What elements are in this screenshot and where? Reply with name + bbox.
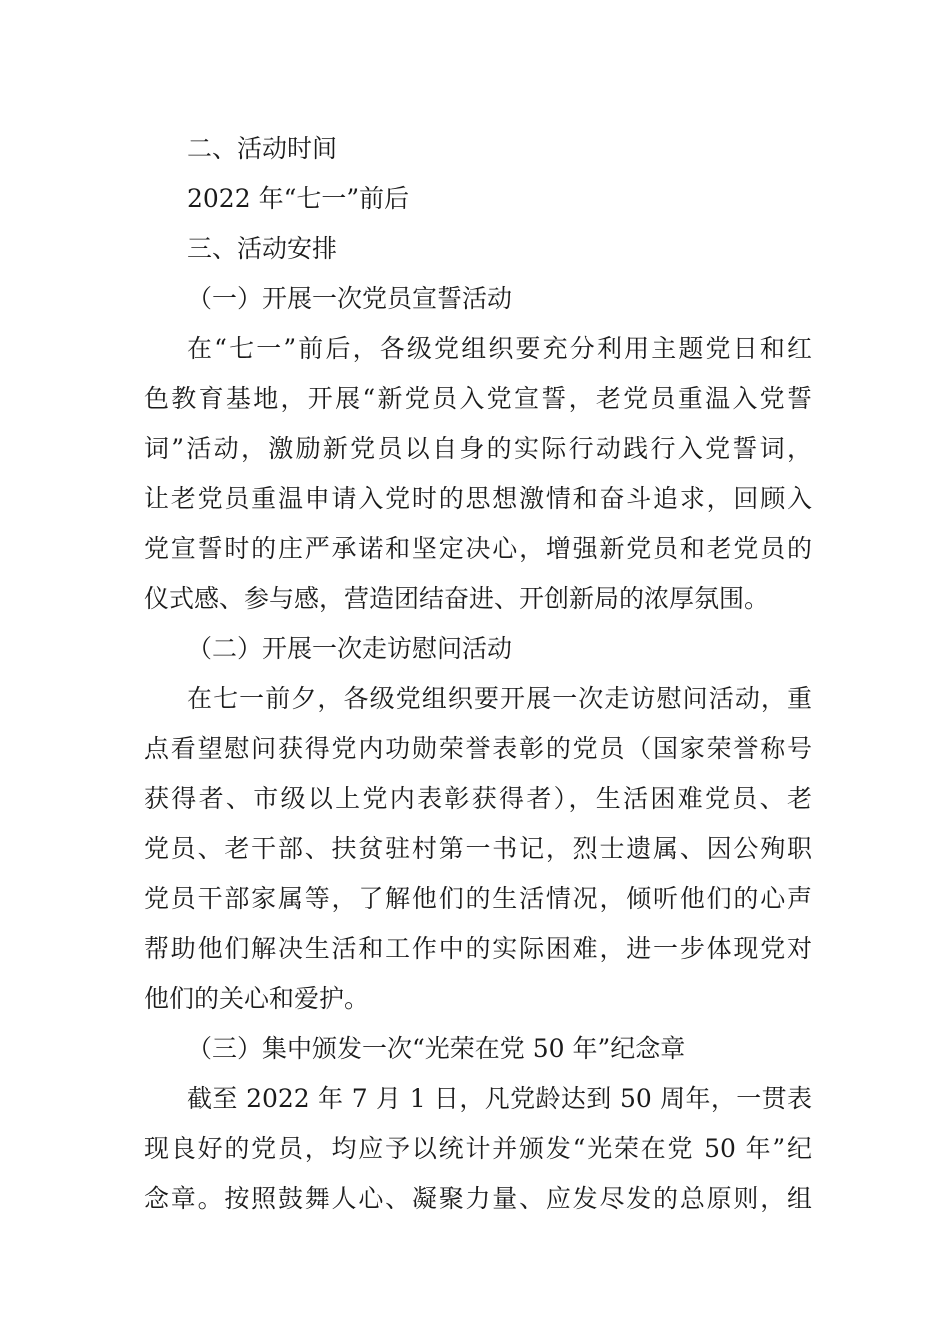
- item3-line: 截至 2022 年 7 月 1 日，凡党龄达到 50 周年，一贯表: [187, 1084, 812, 1113]
- item1-line: 在“七一”前后，各级党组织要充分利用主题党日和红: [187, 334, 812, 363]
- section-arrangement-heading: 三、活动安排: [187, 234, 338, 263]
- item1-line: 让老党员重温申请入党时的思想激情和奋斗追求，回顾入: [144, 484, 812, 513]
- item3-line: 现良好的党员，均应予以统计并颁发“光荣在党 50 年”纪: [144, 1134, 812, 1163]
- item1-line: 词”活动，激励新党员以自身的实际行动践行入党誓词，: [144, 434, 812, 463]
- section-time-text: 2022 年“七一”前后: [187, 184, 410, 213]
- section-time-heading: 二、活动时间: [187, 134, 338, 163]
- item2-line: 党员、老干部、扶贫驻村第一书记，烈士遗属、因公殉职: [144, 834, 812, 863]
- item2-line: 点看望慰问获得党内功勋荣誉表彰的党员（国家荣誉称号: [144, 734, 812, 763]
- item1-line: 仪式感、参与感，营造团结奋进、开创新局的浓厚氛围。: [144, 584, 770, 613]
- item1-line: 色教育基地，开展“新党员入党宣誓，老党员重温入党誓: [144, 384, 812, 413]
- item2-line: 他们的关心和爱护。: [144, 984, 370, 1013]
- item2-line: 获得者、市级以上党内表彰获得者），生活困难党员、老: [144, 784, 812, 813]
- item2-line: 帮助他们解决生活和工作中的实际困难，进一步体现党对: [144, 934, 812, 963]
- item3-heading: （三）集中颁发一次“光荣在党 50 年”纪念章: [187, 1034, 686, 1063]
- item2-line: 在七一前夕，各级党组织要开展一次走访慰问活动，重: [187, 684, 812, 713]
- item1-heading: （一）开展一次党员宣誓活动: [187, 284, 513, 313]
- item1-line: 党宣誓时的庄严承诺和坚定决心，增强新党员和老党员的: [144, 534, 812, 563]
- item2-heading: （二）开展一次走访慰问活动: [187, 634, 513, 663]
- item2-line: 党员干部家属等，了解他们的生活情况，倾听他们的心声: [144, 884, 812, 913]
- item3-line: 念章。按照鼓舞人心、凝聚力量、应发尽发的总原则，组: [144, 1184, 812, 1213]
- document-body: [144, 124, 812, 1224]
